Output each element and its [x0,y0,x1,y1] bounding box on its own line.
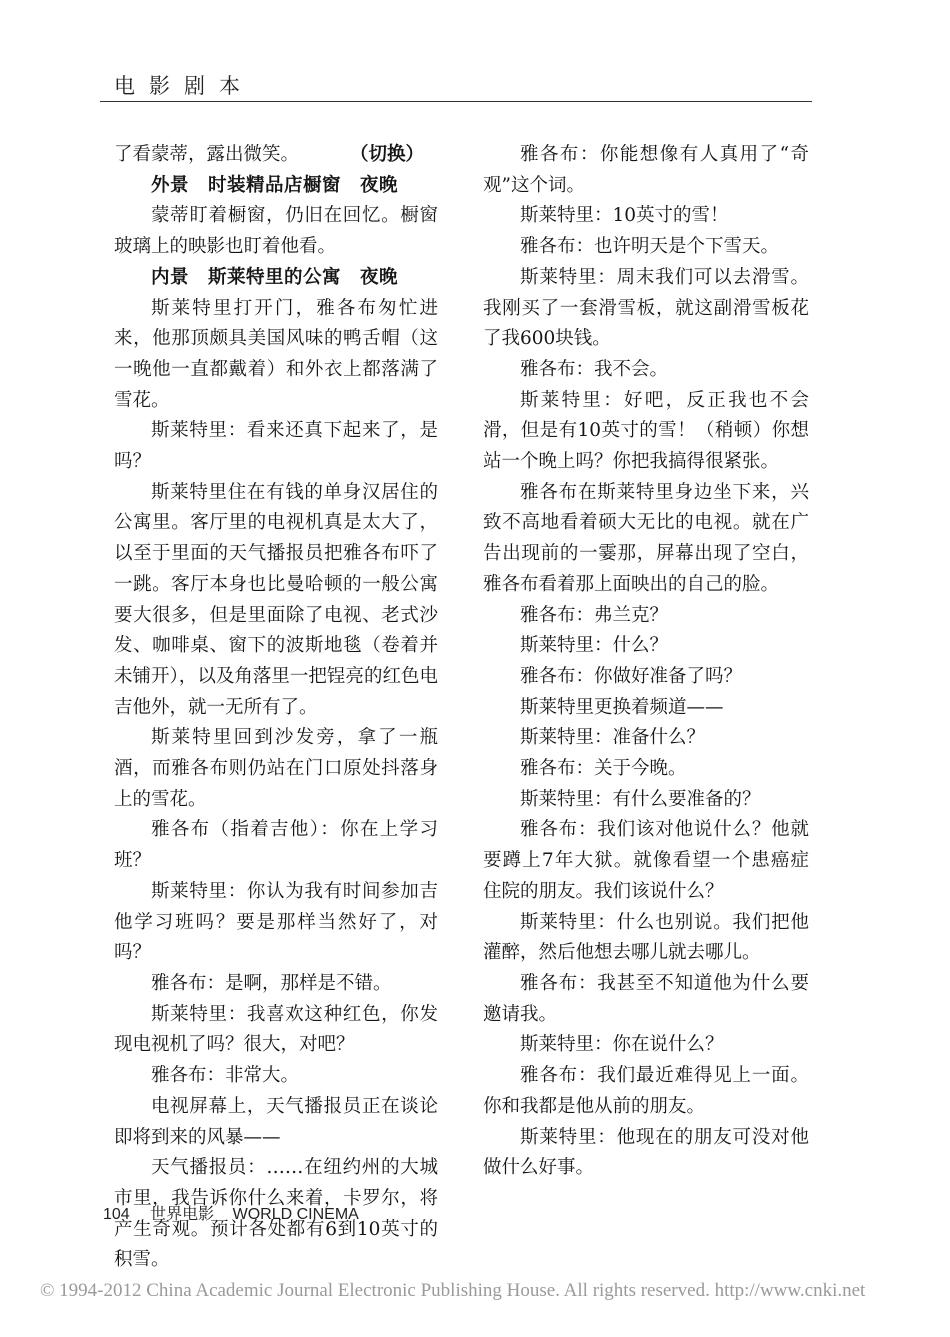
script-paragraph: 雅各布：你能想像有人真用了“奇观”这个词。 [483,144,809,196]
script-paragraph: 雅各布：我甚至不知道他为什么要邀请我。 [483,972,809,1025]
script-paragraph: 斯莱特里更换着频道—— [520,696,724,718]
paragraph-text: 了看蒙蒂，露出微笑。 [114,144,300,165]
journal-name-cn: 世界电影 [150,1204,215,1223]
script-paragraph: 雅各布：我们该对他说什么？他就要蹲上7年大狱。就像看望一个患癌症住院的朋友。我们该说什么？ [483,819,809,902]
script-paragraph: 斯莱特里：你认为我有时间参加吉他学习班吗？要是那样当然好了，对吗？ [114,880,438,964]
script-paragraph: 斯莱特里：我喜欢这种红色，你发现电视机了吗？很大，对吧？ [114,1003,438,1056]
script-paragraph: 斯莱特里打开门，雅各布匆忙进来，他那顶颇具美国风味的鸭舌帽（这一晚他一直都戴着）和外衣上都落满了雪花。 [114,297,438,411]
script-paragraph: 雅各布在斯莱特里身边坐下来，兴致不高地看着硕大无比的电视。就在广告出现前的一霎那，屏幕出现了空白，雅各布看着那上面映出的自己的脸。 [483,481,809,595]
script-paragraph: 斯莱特里：好吧，反正我也不会滑，但是有10英寸的雪！（稍顿）你想站一个晚上吗？你把我搞得很紧张。 [483,389,809,473]
copyright-notice: © 1994-2012 China Academic Journal Electronic Publishing House. All rights reserved. http://www.cnki.net [40,1280,866,1301]
script-paragraph: 雅各布（指着吉他）：你在上学习班？ [114,819,438,872]
right-column [483,140,809,1184]
script-paragraph: 斯莱特里：周末我们可以去滑雪。我刚买了一套滑雪板，就这副滑雪板花了我600块钱。 [483,266,809,350]
script-paragraph: 斯莱特里：10英寸的雪！ [520,205,729,227]
script-paragraph: 斯莱特里：看来还真下起来了，是吗？ [114,420,438,473]
header-rule [100,101,812,102]
script-paragraph: 雅各布：我们最近难得见上一面。你和我都是他从前的朋友。 [483,1065,809,1117]
script-paragraph: 斯莱特里：什么也别说。我们把他灌醉，然后他想去哪儿就去哪儿。 [483,911,809,964]
script-paragraph: 雅各布：也许明天是个下雪天。 [520,236,780,258]
script-paragraph: 电视屏幕上，天气播报员正在谈论即将到来的风暴—— [114,1095,438,1148]
script-paragraph: 斯莱特里：你在说什么？ [520,1034,724,1056]
scene-heading: 内景 斯莱特里的公寓 夜晚 [151,266,399,288]
script-paragraph: 斯莱特里住在有钱的单身汉居住的公寓里。客厅里的电视机真是太大了，以至于里面的天气播报员把雅各布吓了一跳。客厅本身也比曼哈顿的一般公寓要大很多，但是里面除了电视、老式沙发、咖啡桌、窗下的波斯地毯（卷着并未铺开），以及角落里一把锃亮的红色电吉他外，就一无所有了。 [114,481,438,718]
journal-name-en: WORLD CINEMA [232,1206,359,1223]
page-number: 104 [103,1206,130,1223]
script-paragraph: 雅各布：你做好准备了吗？ [520,665,743,687]
left-column [114,140,438,1276]
script-paragraph: 雅各布：我不会。 [520,358,669,380]
script-paragraph: 天气播报员：……在纽约州的大城市里，我告诉你什么来着，卡罗尔，将产生奇观。预计各处都有6到10英寸的积雪。 [114,1157,438,1271]
script-paragraph: 蒙蒂盯着橱窗，仍旧在回忆。橱窗玻璃上的映影也盯着他看。 [114,205,438,258]
script-paragraph: 雅各布：非常大。 [151,1065,300,1087]
script-paragraph: 斯莱特里回到沙发旁，拿了一瓶酒，而雅各布则仍站在门口原处抖落身上的雪花。 [114,727,438,810]
script-paragraph: 雅各布：弗兰克？ [520,604,669,626]
script-paragraph: 斯莱特里：有什么要准备的？ [520,788,761,810]
page-footer [103,1201,359,1224]
continued-paragraph [114,140,438,171]
transition-cut: （切换） [349,144,424,165]
scene-heading: 外景 时装精品店橱窗 夜晚 [151,174,399,196]
script-paragraph: 雅各布：关于今晚。 [520,758,687,780]
script-paragraph: 雅各布：是啊，那样是不错。 [151,972,392,994]
running-header: 电影剧本 [114,74,254,98]
script-paragraph: 斯莱特里：他现在的朋友可没对他做什么好事。 [483,1126,809,1179]
script-paragraph: 斯莱特里：准备什么？ [520,727,706,749]
script-paragraph: 斯莱特里：什么？ [520,635,669,657]
